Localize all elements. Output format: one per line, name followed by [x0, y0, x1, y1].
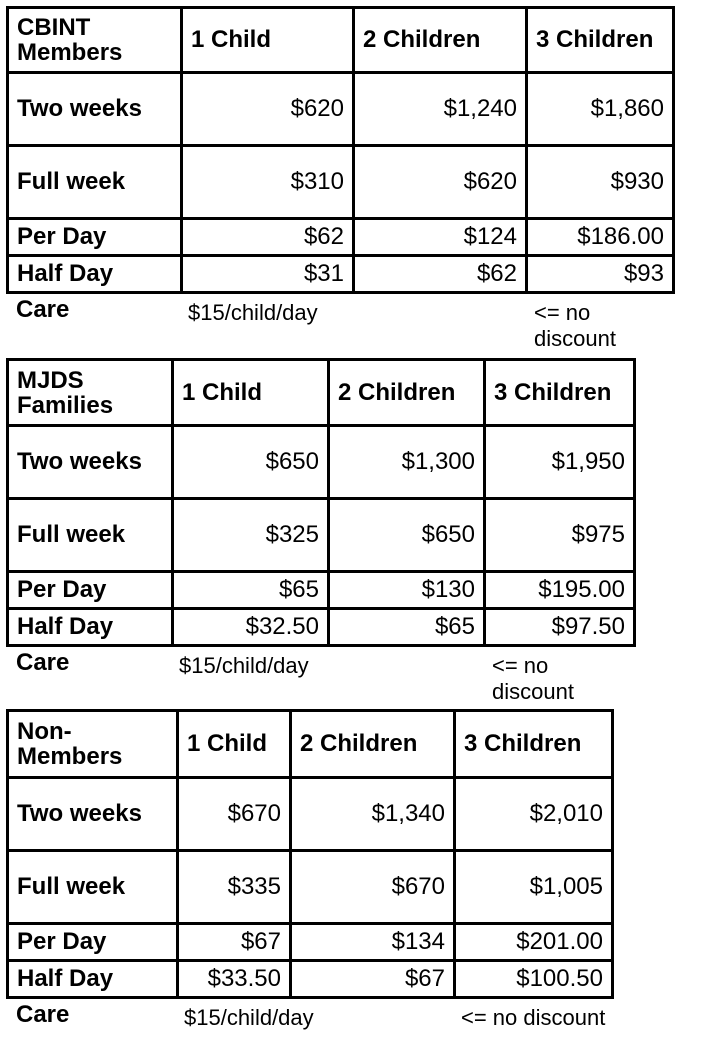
care-price: $15/child/day: [184, 1005, 314, 1030]
price-cell: $2,010: [455, 778, 613, 851]
column-header-3-children: 3 Children: [527, 8, 674, 73]
row-label-half-day: Half Day: [8, 961, 178, 998]
price-cell: $67: [178, 924, 291, 961]
row-label-per-day: Per Day: [8, 924, 178, 961]
price-cell: $100.50: [455, 961, 613, 998]
care-price: $15/child/day: [179, 653, 309, 678]
price-cell: $670: [291, 851, 455, 924]
column-header-1-child: 1 Child: [178, 711, 291, 778]
price-cell: $1,240: [354, 73, 527, 146]
table-row: [8, 256, 674, 293]
rate-table-mjds: [6, 358, 636, 647]
price-cell: $130: [329, 572, 485, 609]
table-row: [8, 219, 674, 256]
table-row: [8, 609, 635, 646]
table-group-label: CBINT Members: [8, 8, 182, 73]
table-row: [8, 572, 635, 609]
price-cell: $650: [329, 499, 485, 572]
care-label: Care: [16, 1001, 70, 1028]
row-label-full-week: Full week: [8, 146, 182, 219]
care-row: [6, 647, 636, 704]
care-label: Care: [16, 296, 70, 323]
care-row: [6, 294, 675, 351]
column-header-2-children: 2 Children: [354, 8, 527, 73]
price-cell: $930: [527, 146, 674, 219]
rate-table-cbint: [6, 6, 675, 294]
row-label-half-day: Half Day: [8, 256, 182, 293]
price-cell: $1,860: [527, 73, 674, 146]
price-cell: $134: [291, 924, 455, 961]
price-cell: $93: [527, 256, 674, 293]
row-label-half-day: Half Day: [8, 609, 173, 646]
table-row: [8, 426, 635, 499]
table-row: [8, 924, 613, 961]
table-row: [8, 146, 674, 219]
row-label-two-weeks: Two weeks: [8, 778, 178, 851]
care-note: <= no discount: [492, 653, 574, 704]
price-cell: $310: [182, 146, 354, 219]
column-header-2-children: 2 Children: [291, 711, 455, 778]
price-cell: $62: [354, 256, 527, 293]
price-cell: $31: [182, 256, 354, 293]
column-header-1-child: 1 Child: [182, 8, 354, 73]
price-cell: $620: [354, 146, 527, 219]
row-label-full-week: Full week: [8, 851, 178, 924]
table-row: [8, 499, 635, 572]
table-row: [8, 73, 674, 146]
rate-block-mjds: [6, 358, 636, 704]
price-cell: $65: [329, 609, 485, 646]
price-cell: $1,340: [291, 778, 455, 851]
price-cell: $620: [182, 73, 354, 146]
price-cell: $975: [485, 499, 635, 572]
row-label-per-day: Per Day: [8, 219, 182, 256]
price-cell: $186.00: [527, 219, 674, 256]
rate-block-cbint: [6, 6, 675, 351]
price-cell: $195.00: [485, 572, 635, 609]
price-cell: $325: [173, 499, 329, 572]
price-cell: $33.50: [178, 961, 291, 998]
column-header-3-children: 3 Children: [455, 711, 613, 778]
row-label-two-weeks: Two weeks: [8, 426, 173, 499]
column-header-2-children: 2 Children: [329, 360, 485, 426]
row-label-two-weeks: Two weeks: [8, 73, 182, 146]
table-row: [8, 851, 613, 924]
table-group-label: MJDS Families: [8, 360, 173, 426]
column-header-1-child: 1 Child: [173, 360, 329, 426]
table-group-label: Non- Members: [8, 711, 178, 778]
price-cell: $65: [173, 572, 329, 609]
care-label: Care: [16, 649, 70, 676]
row-label-per-day: Per Day: [8, 572, 173, 609]
table-row: [8, 778, 613, 851]
care-note: <= no discount: [461, 1005, 606, 1030]
price-cell: $1,950: [485, 426, 635, 499]
care-row: [6, 999, 614, 1033]
price-cell: $62: [182, 219, 354, 256]
price-cell: $124: [354, 219, 527, 256]
price-cell: $650: [173, 426, 329, 499]
price-cell: $32.50: [173, 609, 329, 646]
row-label-full-week: Full week: [8, 499, 173, 572]
price-cell: $335: [178, 851, 291, 924]
price-cell: $1,300: [329, 426, 485, 499]
price-cell: $670: [178, 778, 291, 851]
price-cell: $67: [291, 961, 455, 998]
price-cell: $1,005: [455, 851, 613, 924]
column-header-3-children: 3 Children: [485, 360, 635, 426]
table-row: [8, 961, 613, 998]
rate-block-non-members: [6, 709, 614, 1033]
rate-table-non-members: [6, 709, 614, 999]
price-cell: $97.50: [485, 609, 635, 646]
care-price: $15/child/day: [188, 300, 318, 325]
care-note: <= no discount: [534, 300, 616, 351]
price-cell: $201.00: [455, 924, 613, 961]
